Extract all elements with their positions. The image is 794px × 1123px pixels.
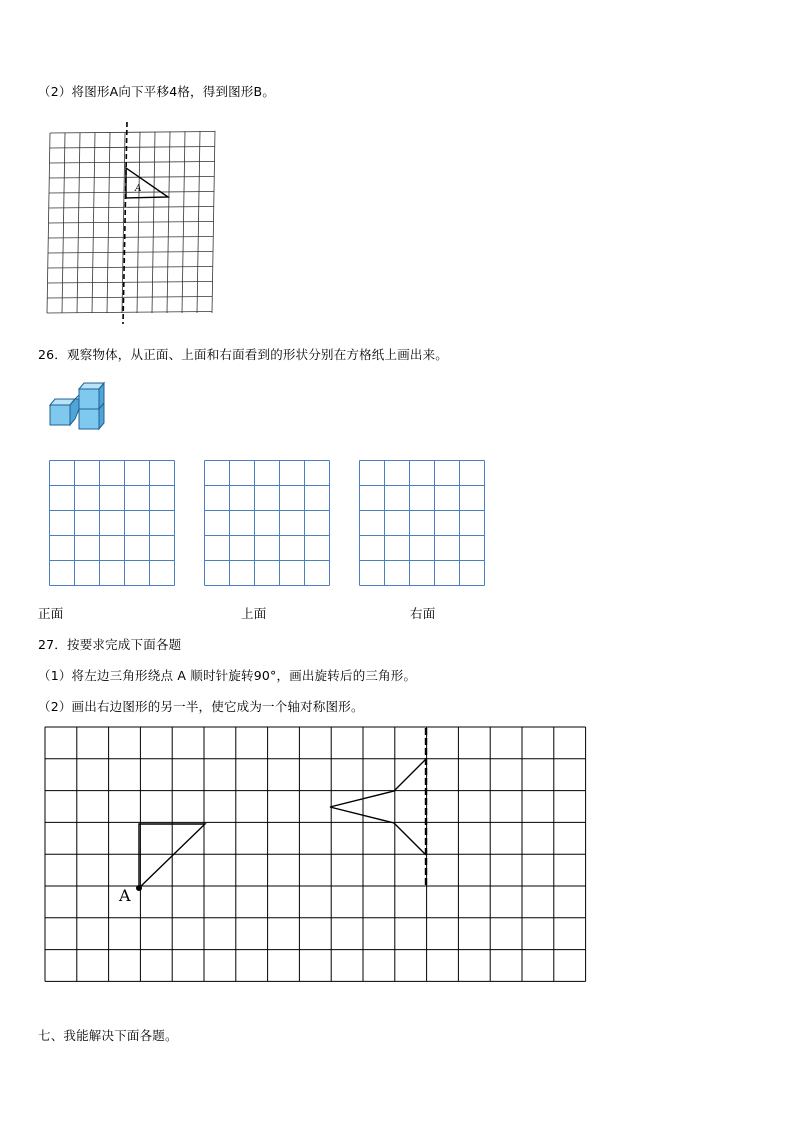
q26-grid-right (359, 460, 485, 586)
q26-grid-top (204, 460, 330, 586)
q25-triangle-a (126, 168, 168, 198)
q27-grid (45, 727, 586, 981)
q25-grid-hline (48, 237, 213, 239)
q26-cubes-figure (44, 381, 108, 445)
q25-grid-figure (40, 118, 230, 328)
q25-grid-hline (49, 222, 214, 224)
q25-grid-hline (49, 192, 214, 194)
q27-part1: （1）将左边三角形绕点 A 顺时针旋转90°，画出旋转后的三角形。 (38, 668, 417, 683)
q27-point-label: A (119, 886, 131, 905)
q25-part2-text: （2）将图形A向下平移4格，得到图形B。 (38, 84, 276, 99)
q25-grid-hline (49, 177, 214, 179)
q27-part2: （2）画出右边图形的另一半，使它成为一个轴对称图形。 (38, 699, 364, 714)
q25-grid (47, 131, 215, 313)
q26-label-right: 右面 (410, 606, 436, 621)
q26-grid-front (49, 460, 175, 586)
q25-shape-label: A (135, 184, 142, 194)
q26-label-front: 正面 (38, 606, 64, 621)
q25-grid-hline (49, 207, 214, 209)
section7-title: 七、我能解决下面各题。 (38, 1028, 178, 1043)
q25-grid-hline (47, 297, 212, 299)
q26-label-top: 上面 (241, 606, 267, 621)
q25-grid-hline (50, 162, 215, 164)
q25-grid-hline (50, 147, 215, 149)
q27-grid-figure (44, 726, 588, 988)
q25-grid-hline (48, 282, 213, 284)
q25-grid-hline (48, 267, 213, 269)
q25-grid-hline (48, 252, 213, 254)
q26-question: 26．观察物体，从正面、上面和右面看到的形状分别在方格纸上画出来。 (38, 347, 449, 362)
q27-half-figure (330, 759, 426, 855)
q25-grid-hline (50, 132, 215, 134)
q27-question: 27．按要求完成下面各题 (38, 637, 182, 652)
q27-point-a (136, 885, 142, 891)
q25-grid-hline (47, 312, 212, 314)
